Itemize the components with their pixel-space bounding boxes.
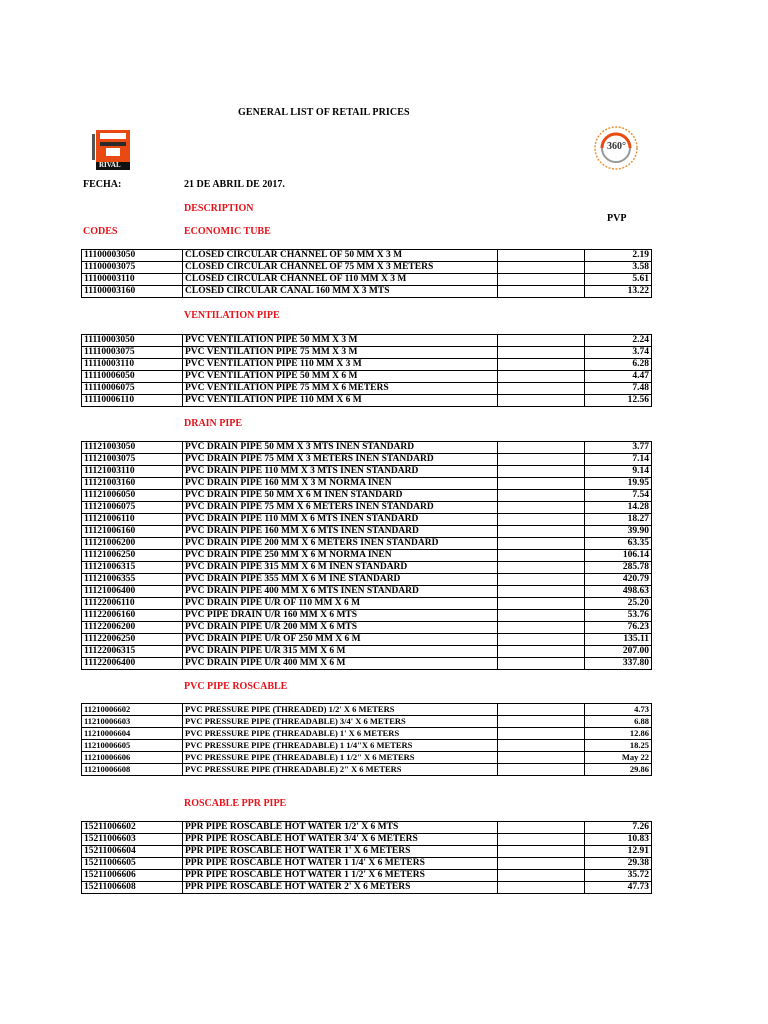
product-code: 11210006604	[82, 728, 183, 740]
product-price: 7.26	[585, 822, 652, 834]
product-price: 106.14	[585, 550, 652, 562]
empty-cell	[498, 359, 585, 371]
empty-cell	[498, 752, 585, 764]
product-price: 39.90	[585, 526, 652, 538]
table-row	[82, 335, 652, 347]
product-code: 11122006110	[82, 598, 183, 610]
product-price: 337.80	[585, 658, 652, 670]
product-code: 11121006160	[82, 526, 183, 538]
table-row	[82, 752, 652, 764]
table-row	[82, 716, 652, 728]
table-row	[82, 870, 652, 882]
empty-cell	[498, 658, 585, 670]
section-title-ventilation-pipe: VENTILATION PIPE	[184, 310, 280, 321]
product-price: May 22	[585, 752, 652, 764]
product-code: 11110006050	[82, 371, 183, 383]
product-description: PVC VENTILATION PIPE 75 MM X 6 METERS	[183, 383, 498, 395]
product-code: 11121003075	[82, 454, 183, 466]
table-row	[82, 395, 652, 407]
empty-cell	[498, 728, 585, 740]
empty-cell	[498, 347, 585, 359]
section-title-pvc-pipe-roscable: PVC PIPE ROSCABLE	[184, 681, 288, 692]
product-code: 11121006250	[82, 550, 183, 562]
product-code: 11122006200	[82, 622, 183, 634]
table-row	[82, 262, 652, 274]
product-price: 3.74	[585, 347, 652, 359]
product-code: 11121003110	[82, 466, 183, 478]
product-price: 10.83	[585, 834, 652, 846]
product-description: PVC VENTILATION PIPE 50 MM X 6 M	[183, 371, 498, 383]
product-price: 7.54	[585, 490, 652, 502]
empty-cell	[498, 526, 585, 538]
empty-cell	[498, 550, 585, 562]
product-code: 11121003050	[82, 442, 183, 454]
product-code: 15211006602	[82, 822, 183, 834]
product-price: 29.86	[585, 764, 652, 776]
table-row	[82, 514, 652, 526]
product-code: 11121006355	[82, 574, 183, 586]
section-title-drain-pipe: DRAIN PIPE	[184, 418, 243, 429]
product-description: PVC DRAIN PIPE 400 MM X 6 MTS INEN STANDARD	[183, 586, 498, 598]
product-description: PPR PIPE ROSCABLE HOT WATER 1/2' X 6 MTS	[183, 822, 498, 834]
table-row	[82, 634, 652, 646]
product-code: 11210006606	[82, 752, 183, 764]
table-row	[82, 834, 652, 846]
pvp-header: PVP	[607, 213, 627, 224]
product-code: 11122006250	[82, 634, 183, 646]
product-code: 11121006075	[82, 502, 183, 514]
product-price: 207.00	[585, 646, 652, 658]
empty-cell	[498, 502, 585, 514]
product-code: 11121006110	[82, 514, 183, 526]
empty-cell	[498, 822, 585, 834]
product-description: PVC PRESSURE PIPE (THREADABLE) 1 1/4"X 6 METERS	[183, 740, 498, 752]
product-price: 12.91	[585, 846, 652, 858]
empty-cell	[498, 598, 585, 610]
product-price: 285.78	[585, 562, 652, 574]
empty-cell	[498, 442, 585, 454]
product-code: 11110006110	[82, 395, 183, 407]
table-row	[82, 740, 652, 752]
product-price: 6.88	[585, 716, 652, 728]
product-code: 11210006605	[82, 740, 183, 752]
product-description: PVC VENTILATION PIPE 110 MM X 3 M	[183, 359, 498, 371]
product-description: PVC DRAIN PIPE 75 MM X 3 METERS INEN STANDARD	[183, 454, 498, 466]
table-row	[82, 538, 652, 550]
empty-cell	[498, 250, 585, 262]
empty-cell	[498, 286, 585, 298]
table-row	[82, 574, 652, 586]
product-description: PPR PIPE ROSCABLE HOT WATER 1 1/4' X 6 METERS	[183, 858, 498, 870]
table-row	[82, 622, 652, 634]
product-price: 498.63	[585, 586, 652, 598]
empty-cell	[498, 466, 585, 478]
table-row	[82, 562, 652, 574]
product-price: 19.95	[585, 478, 652, 490]
product-description: PVC DRAIN PIPE 110 MM X 6 MTS INEN STANDARD	[183, 514, 498, 526]
product-code: 11210006603	[82, 716, 183, 728]
page-title: GENERAL LIST OF RETAIL PRICES	[238, 107, 410, 118]
section-title-economic-tube: ECONOMIC TUBE	[184, 226, 271, 237]
empty-cell	[498, 262, 585, 274]
product-price: 9.14	[585, 466, 652, 478]
product-description: PPR PIPE ROSCABLE HOT WATER 2' X 6 METERS	[183, 882, 498, 894]
product-price: 18.27	[585, 514, 652, 526]
certification-logo-text: 360°	[607, 141, 626, 152]
product-description: CLOSED CIRCULAR CHANNEL OF 50 MM X 3 M	[183, 250, 498, 262]
product-description: PVC PRESSURE PIPE (THREADABLE) 3/4' X 6 METERS	[183, 716, 498, 728]
product-description: PVC PRESSURE PIPE (THREADABLE) 1 1/2" X 6 METERS	[183, 752, 498, 764]
codes-header: CODES	[83, 226, 118, 237]
product-code: 11110003075	[82, 347, 183, 359]
table-row	[82, 478, 652, 490]
product-price: 47.73	[585, 882, 652, 894]
product-price: 14.28	[585, 502, 652, 514]
product-price: 3.77	[585, 442, 652, 454]
product-description: PVC DRAIN PIPE 50 MM X 3 MTS INEN STANDARD	[183, 442, 498, 454]
product-code: 11100003050	[82, 250, 183, 262]
table-row	[82, 502, 652, 514]
product-code: 11121003160	[82, 478, 183, 490]
empty-cell	[498, 383, 585, 395]
product-price: 12.86	[585, 728, 652, 740]
product-price: 35.72	[585, 870, 652, 882]
product-code: 11122006400	[82, 658, 183, 670]
table-row	[82, 286, 652, 298]
empty-cell	[498, 834, 585, 846]
product-code: 11210006608	[82, 764, 183, 776]
price-table-economic-tube	[81, 249, 652, 298]
product-description: PVC PIPE DRAIN U/R 160 MM X 6 MTS	[183, 610, 498, 622]
table-row	[82, 250, 652, 262]
product-code: 11100003110	[82, 274, 183, 286]
empty-cell	[498, 846, 585, 858]
product-price: 13.22	[585, 286, 652, 298]
product-code: 15211006606	[82, 870, 183, 882]
table-row	[82, 383, 652, 395]
price-table-drain-pipe	[81, 441, 652, 670]
table-row	[82, 466, 652, 478]
product-description: PVC DRAIN PIPE U/R 200 MM X 6 MTS	[183, 622, 498, 634]
empty-cell	[498, 740, 585, 752]
product-description: PPR PIPE ROSCABLE HOT WATER 1' X 6 METERS	[183, 846, 498, 858]
product-code: 11110006075	[82, 383, 183, 395]
product-description: PVC VENTILATION PIPE 75 MM X 3 M	[183, 347, 498, 359]
description-header: DESCRIPTION	[184, 203, 254, 214]
product-price: 29.38	[585, 858, 652, 870]
product-code: 11100003075	[82, 262, 183, 274]
table-row	[82, 490, 652, 502]
empty-cell	[498, 562, 585, 574]
table-row	[82, 658, 652, 670]
table-row	[82, 454, 652, 466]
empty-cell	[498, 858, 585, 870]
table-row	[82, 371, 652, 383]
product-description: CLOSED CIRCULAR CANAL 160 MM X 3 MTS	[183, 286, 498, 298]
product-code: 11122006315	[82, 646, 183, 658]
product-description: CLOSED CIRCULAR CHANNEL OF 75 MM X 3 METERS	[183, 262, 498, 274]
product-description: PVC DRAIN PIPE 250 MM X 6 M NORMA INEN	[183, 550, 498, 562]
product-description: PVC DRAIN PIPE U/R 315 MM X 6 M	[183, 646, 498, 658]
table-row	[82, 704, 652, 716]
price-table-roscable-ppr-pipe	[81, 821, 652, 894]
product-price: 4.47	[585, 371, 652, 383]
product-code: 11110003050	[82, 335, 183, 347]
empty-cell	[498, 704, 585, 716]
product-price: 18.25	[585, 740, 652, 752]
empty-cell	[498, 586, 585, 598]
table-row	[82, 846, 652, 858]
empty-cell	[498, 335, 585, 347]
empty-cell	[498, 574, 585, 586]
product-price: 53.76	[585, 610, 652, 622]
product-description: PVC PRESSURE PIPE (THREADED) 1/2' X 6 METERS	[183, 704, 498, 716]
table-row	[82, 598, 652, 610]
price-table-pvc-pipe-roscable	[81, 703, 652, 776]
product-price: 6.28	[585, 359, 652, 371]
product-price: 7.14	[585, 454, 652, 466]
product-description: PVC DRAIN PIPE 315 MM X 6 M INEN STANDARD	[183, 562, 498, 574]
product-description: PVC VENTILATION PIPE 110 MM X 6 M	[183, 395, 498, 407]
empty-cell	[498, 538, 585, 550]
empty-cell	[498, 478, 585, 490]
table-row	[82, 858, 652, 870]
empty-cell	[498, 274, 585, 286]
product-price: 135.11	[585, 634, 652, 646]
empty-cell	[498, 454, 585, 466]
empty-cell	[498, 490, 585, 502]
product-description: PVC DRAIN PIPE 50 MM X 6 M INEN STANDARD	[183, 490, 498, 502]
table-row	[82, 610, 652, 622]
product-price: 2.19	[585, 250, 652, 262]
product-price: 12.56	[585, 395, 652, 407]
product-code: 11100003160	[82, 286, 183, 298]
table-row	[82, 882, 652, 894]
product-code: 11110003110	[82, 359, 183, 371]
price-table-ventilation-pipe	[81, 334, 652, 407]
product-description: PVC DRAIN PIPE 75 MM X 6 METERS INEN STANDARD	[183, 502, 498, 514]
empty-cell	[498, 395, 585, 407]
product-description: PVC DRAIN PIPE U/R 400 MM X 6 M	[183, 658, 498, 670]
rival-logo-text: RIVAL	[99, 161, 121, 169]
empty-cell	[498, 371, 585, 383]
empty-cell	[498, 882, 585, 894]
product-price: 25.20	[585, 598, 652, 610]
empty-cell	[498, 764, 585, 776]
product-code: 11121006315	[82, 562, 183, 574]
product-price: 63.35	[585, 538, 652, 550]
product-price: 76.23	[585, 622, 652, 634]
product-price: 7.48	[585, 383, 652, 395]
empty-cell	[498, 514, 585, 526]
product-code: 11122006160	[82, 610, 183, 622]
table-row	[82, 646, 652, 658]
table-row	[82, 274, 652, 286]
product-code: 15211006604	[82, 846, 183, 858]
product-description: PVC DRAIN PIPE 200 MM X 6 METERS INEN STANDARD	[183, 538, 498, 550]
table-row	[82, 822, 652, 834]
empty-cell	[498, 870, 585, 882]
product-description: PVC DRAIN PIPE 160 MM X 3 M NORMA INEN	[183, 478, 498, 490]
table-row	[82, 442, 652, 454]
product-code: 11121006200	[82, 538, 183, 550]
product-price: 3.58	[585, 262, 652, 274]
product-code: 15211006608	[82, 882, 183, 894]
product-description: PVC PRESSURE PIPE (THREADABLE) 2" X 6 METERS	[183, 764, 498, 776]
product-description: PVC VENTILATION PIPE 50 MM X 3 M	[183, 335, 498, 347]
product-price: 4.73	[585, 704, 652, 716]
empty-cell	[498, 622, 585, 634]
product-code: 15211006603	[82, 834, 183, 846]
product-code: 15211006605	[82, 858, 183, 870]
product-description: PPR PIPE ROSCABLE HOT WATER 1 1/2' X 6 METERS	[183, 870, 498, 882]
product-description: PVC DRAIN PIPE U/R OF 110 MM X 6 M	[183, 598, 498, 610]
product-description: PVC DRAIN PIPE 110 MM X 3 MTS INEN STANDARD	[183, 466, 498, 478]
empty-cell	[498, 646, 585, 658]
empty-cell	[498, 716, 585, 728]
table-row	[82, 359, 652, 371]
product-price: 2.24	[585, 335, 652, 347]
product-description: PVC DRAIN PIPE 160 MM X 6 MTS INEN STANDARD	[183, 526, 498, 538]
table-row	[82, 526, 652, 538]
empty-cell	[498, 610, 585, 622]
product-description: CLOSED CIRCULAR CHANNEL OF 110 MM X 3 M	[183, 274, 498, 286]
table-row	[82, 728, 652, 740]
table-row	[82, 764, 652, 776]
product-code: 11121006050	[82, 490, 183, 502]
product-description: PVC PRESSURE PIPE (THREADABLE) 1' X 6 METERS	[183, 728, 498, 740]
section-title-roscable-ppr-pipe: ROSCABLE PPR PIPE	[184, 798, 287, 809]
table-row	[82, 586, 652, 598]
table-row	[82, 550, 652, 562]
empty-cell	[498, 634, 585, 646]
product-price: 420.79	[585, 574, 652, 586]
date-label: FECHA:	[83, 179, 122, 190]
product-code: 11210006602	[82, 704, 183, 716]
table-row	[82, 347, 652, 359]
product-description: PPR PIPE ROSCABLE HOT WATER 3/4' X 6 METERS	[183, 834, 498, 846]
product-code: 11121006400	[82, 586, 183, 598]
product-description: PVC DRAIN PIPE 355 MM X 6 M INE STANDARD	[183, 574, 498, 586]
date-value: 21 DE ABRIL DE 2017.	[184, 179, 285, 190]
product-price: 5.61	[585, 274, 652, 286]
product-description: PVC DRAIN PIPE U/R OF 250 MM X 6 M	[183, 634, 498, 646]
